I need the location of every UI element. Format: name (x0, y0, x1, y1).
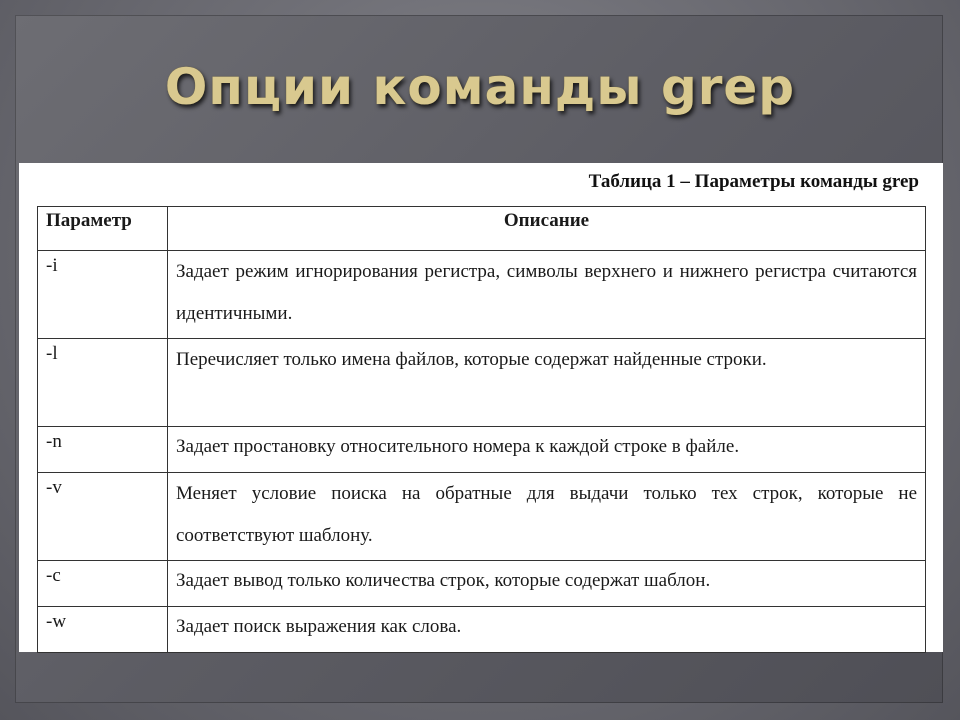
param-cell: -v (38, 473, 168, 561)
table-caption: Таблица 1 – Параметры команды grep (588, 171, 919, 192)
header-desc: Описание (168, 207, 926, 251)
table-row (38, 607, 926, 653)
table-row (38, 251, 926, 339)
desc-cell: Задает простановку относительного номера к каждой строке в файле. (168, 427, 926, 473)
table-row (38, 339, 926, 427)
desc-cell: Меняет условие поиска на обратные для выдачи только тех строк, которые не соответствуют шаблону. (168, 473, 926, 561)
param-cell: -w (38, 607, 168, 653)
param-cell: -l (38, 339, 168, 427)
desc-cell: Задает вывод только количества строк, которые содержат шаблон. (168, 561, 926, 607)
desc-cell: Задает поиск выражения как слова. (168, 607, 926, 653)
table-row (38, 473, 926, 561)
desc-cell: Перечисляет только имена файлов, которые содержат найденные строки. (168, 339, 926, 427)
table-sheet (19, 163, 943, 652)
table-header-row (38, 207, 926, 251)
header-param: Параметр (38, 207, 168, 251)
param-cell: -n (38, 427, 168, 473)
param-cell: -i (38, 251, 168, 339)
slide-title: Опции команды grep (164, 58, 796, 116)
parameters-table (37, 206, 926, 653)
param-cell: -c (38, 561, 168, 607)
table-row (38, 561, 926, 607)
table-row (38, 427, 926, 473)
desc-cell: Задает режим игнорирования регистра, символы верхнего и нижнего регистра считаются идентичными. (168, 251, 926, 339)
